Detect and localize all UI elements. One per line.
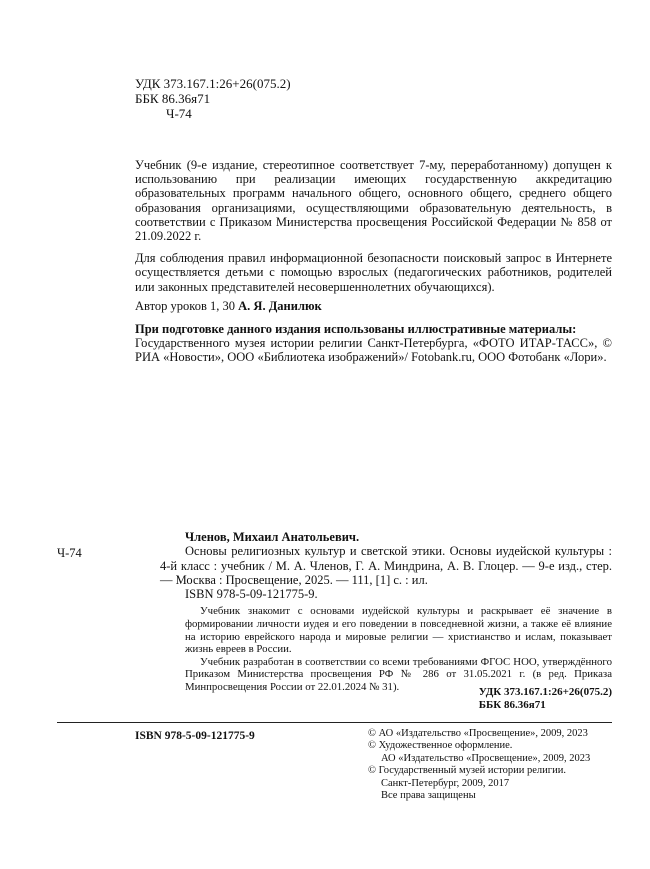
top-content bbox=[135, 0, 612, 365]
copyright-line: © Художественное оформление. bbox=[368, 740, 513, 752]
bbk-top: ББК 86.36я71 bbox=[135, 91, 211, 106]
materials-heading: При подготовке данного издания использованы иллюстративные материалы: bbox=[135, 322, 577, 337]
materials-body: Государственного музея истории религии Санкт-Петербурга, «ФОТО ИТАР-ТАСС», © РИА «Новости», ООО «Библиотека изображений»/ Fotobank.ru, ООО Фотобанк «Лори». bbox=[135, 336, 612, 365]
udk-top: УДК 373.167.1:26+26(075.2) bbox=[135, 76, 291, 91]
author-sign-top: Ч-74 bbox=[166, 106, 192, 121]
copyright-line: © Государственный музей истории религии. bbox=[368, 765, 566, 777]
copyright-block bbox=[368, 728, 590, 802]
catalog-section bbox=[135, 530, 612, 711]
lesson-author-name: А. Я. Данилюк bbox=[238, 298, 322, 313]
footer-divider bbox=[57, 722, 612, 723]
copyright-line: Санкт-Петербург, 2009, 2017 bbox=[381, 777, 510, 789]
classification-bottom bbox=[479, 686, 612, 712]
bbk-bottom: ББК 86.36я71 bbox=[478, 699, 546, 711]
catalog-card bbox=[160, 530, 612, 601]
catalog-description: Основы религиозных культур и светской этики. Основы иудейской культуры : 4-й класс : учебник / М. А. Членов, Г. А. Миндрина, А. В. Глоцер. — 9-е изд., стер. — Москва : Просвещение, 2025. — 111, [1] с. : ил. bbox=[160, 544, 612, 587]
annotation-paragraph-2: Учебник разработан в соответствии со всеми требованиями ФГОС НОО, утверждённого Приказом Министерства просвещения РФ № 286 от 31.05.2021 г. (в ред. Приказа Минпросвещения России от 22.01.2024 № 31). bbox=[185, 655, 612, 694]
isbn-footer: ISBN 978-5-09-121775-9 bbox=[135, 730, 255, 742]
classification-head bbox=[135, 76, 612, 121]
copyright-line: © АО «Издательство «Просвещение», 2009, 2023 bbox=[368, 728, 588, 739]
catalog-isbn: ISBN 978-5-09-121775-9. bbox=[185, 587, 318, 602]
author-sign-margin: Ч-74 bbox=[57, 546, 82, 560]
safety-paragraph: Для соблюдения правил информационной безопасности поисковый запрос в Интернете осуществляется детьми с помощью взрослых (педагогических работников, родителей или законных представителей несовершеннолетних обучающихся). bbox=[135, 251, 612, 294]
copyright-line: Все права защищены bbox=[381, 790, 476, 802]
annotation-block bbox=[185, 605, 612, 693]
copyright-line: АО «Издательство «Просвещение», 2009, 2023 bbox=[381, 752, 591, 764]
approval-paragraph: Учебник (9-е издание, стереотипное соответствует 7-му, переработанному) допущен к использованию при реализации имеющих государственную аккредитацию образовательных программ начального общего, основного общего, среднего общего образования организациями, осуществляющими образовательную деятельность, в соответствии с Приказом Министерства просвещения Российской Федерации № 858 от 21.09.2022 г. bbox=[135, 158, 612, 244]
lesson-authors-prefix: Автор уроков 1, 30 bbox=[135, 298, 239, 313]
catalog-author: Членов, Михаил Анатольевич. bbox=[185, 530, 360, 544]
lesson-authors-line bbox=[135, 299, 612, 313]
udk-bottom: УДК 373.167.1:26+26(075.2) bbox=[478, 686, 612, 698]
annotation-paragraph-1: Учебник знакомит с основами иудейской культуры и раскрывает её значение в формировании личности иудея и его поведении в повседневной жизни, а также её влияние на историю еврейского народа и мировые религии — христианство и ислам, показывает жизнь евреев в России. bbox=[185, 605, 612, 656]
